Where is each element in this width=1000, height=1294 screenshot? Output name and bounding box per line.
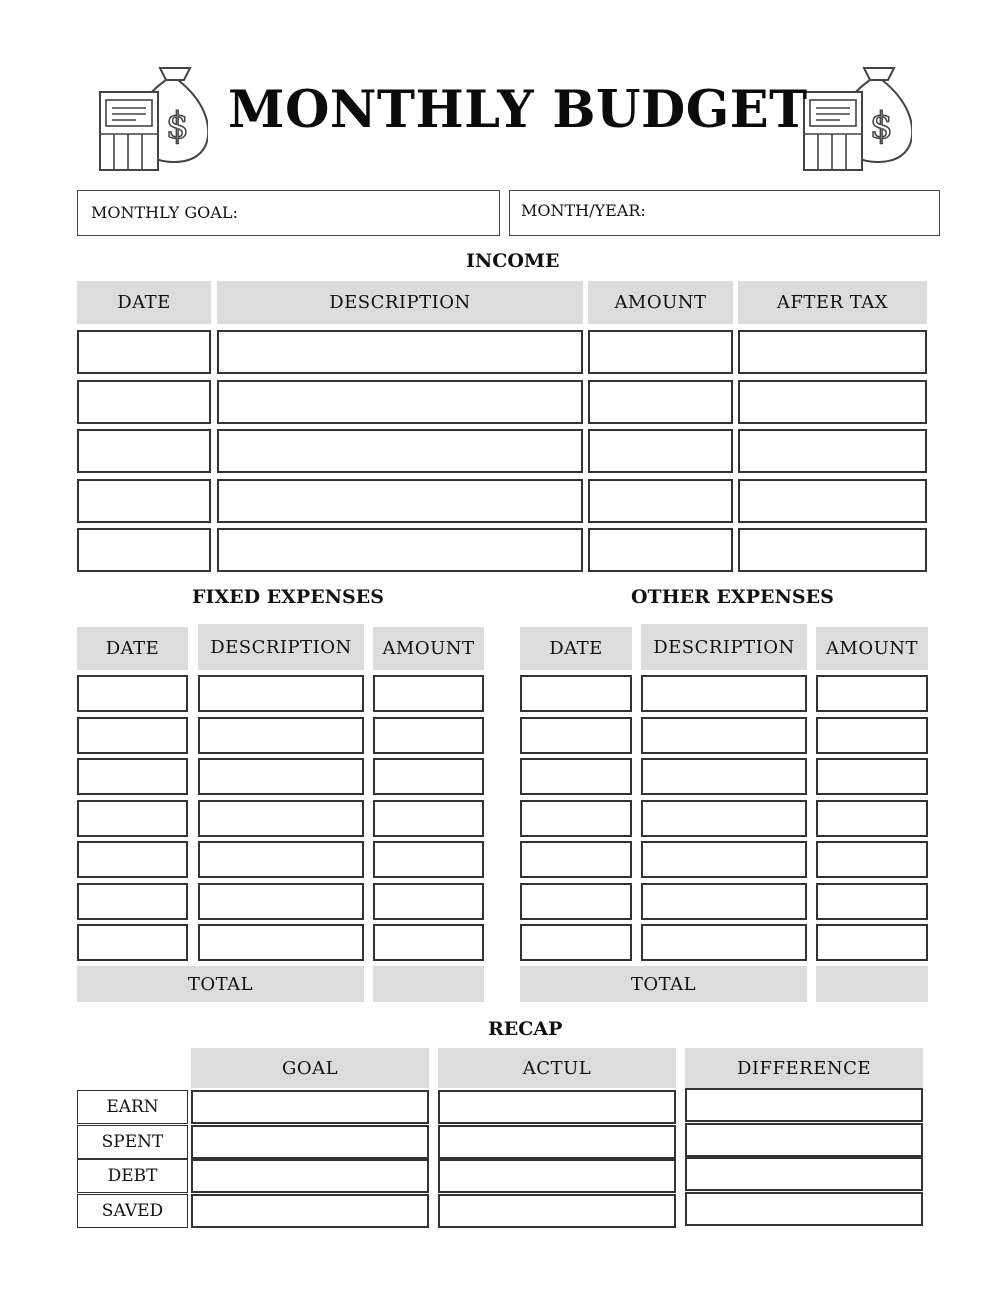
svg-text:$: $ [166, 106, 189, 147]
fixed-cell-date[interactable] [77, 883, 188, 920]
fixed-cell-date[interactable] [77, 841, 188, 878]
fixed-cell-amount[interactable] [373, 800, 484, 837]
recap-cell-actual[interactable] [438, 1159, 676, 1193]
income-cell-description[interactable] [217, 330, 583, 374]
page-title: MONTHLY BUDGET [228, 80, 808, 140]
money-bag-receipt-icon [800, 64, 912, 174]
other-cell-date[interactable] [520, 800, 632, 837]
fixed-cell-description[interactable] [198, 758, 364, 795]
recap-cell-goal[interactable] [191, 1159, 429, 1193]
fixed-cell-description[interactable] [198, 717, 364, 754]
recap-row-label: DEBT [77, 1159, 188, 1193]
income-cell-date[interactable] [77, 429, 211, 473]
recap-row-label: SPENT [77, 1125, 188, 1159]
other-cell-amount[interactable] [816, 841, 928, 878]
income-header-description: DESCRIPTION [217, 281, 583, 324]
fixed-cell-date[interactable] [77, 800, 188, 837]
income-title: INCOME [466, 250, 560, 272]
other-header-date: DATE [520, 627, 632, 670]
fixed-header-description: DESCRIPTION [198, 624, 364, 670]
other-cell-date[interactable] [520, 841, 632, 878]
fixed-cell-description[interactable] [198, 800, 364, 837]
other-total-value[interactable] [816, 966, 928, 1002]
income-cell-amount[interactable] [588, 528, 733, 572]
other-header-description: DESCRIPTION [641, 624, 807, 670]
recap-row-label: SAVED [77, 1194, 188, 1228]
other-cell-description[interactable] [641, 883, 807, 920]
income-cell-description[interactable] [217, 429, 583, 473]
month-year-label: MONTH/YEAR: [521, 201, 646, 220]
fixed-cell-date[interactable] [77, 758, 188, 795]
fixed-header-date: DATE [77, 627, 188, 670]
recap-cell-actual[interactable] [438, 1125, 676, 1159]
other-cell-date[interactable] [520, 675, 632, 712]
other-cell-date[interactable] [520, 883, 632, 920]
recap-cell-difference[interactable] [685, 1088, 923, 1122]
fixed-total-value[interactable] [373, 966, 484, 1002]
fixed-expenses-title: FIXED EXPENSES [192, 586, 384, 608]
other-cell-date[interactable] [520, 924, 632, 961]
other-cell-description[interactable] [641, 675, 807, 712]
income-cell-amount[interactable] [588, 330, 733, 374]
fixed-cell-amount[interactable] [373, 841, 484, 878]
income-cell-date[interactable] [77, 330, 211, 374]
income-cell-date[interactable] [77, 479, 211, 523]
income-cell-after-tax[interactable] [738, 479, 927, 523]
other-cell-date[interactable] [520, 717, 632, 754]
recap-cell-goal[interactable] [191, 1194, 429, 1228]
other-expenses-title: OTHER EXPENSES [631, 586, 834, 608]
income-cell-amount[interactable] [588, 479, 733, 523]
income-cell-date[interactable] [77, 380, 211, 424]
income-cell-after-tax[interactable] [738, 429, 927, 473]
recap-header-actual: ACTUL [438, 1048, 676, 1088]
income-header-date: DATE [77, 281, 211, 324]
fixed-cell-amount[interactable] [373, 758, 484, 795]
fixed-cell-description[interactable] [198, 675, 364, 712]
income-header-amount: AMOUNT [588, 281, 733, 324]
fixed-cell-description[interactable] [198, 841, 364, 878]
fixed-cell-amount[interactable] [373, 675, 484, 712]
other-cell-description[interactable] [641, 924, 807, 961]
income-cell-after-tax[interactable] [738, 528, 927, 572]
income-cell-description[interactable] [217, 479, 583, 523]
other-cell-description[interactable] [641, 717, 807, 754]
other-cell-description[interactable] [641, 841, 807, 878]
income-cell-description[interactable] [217, 380, 583, 424]
recap-header-goal: GOAL [191, 1048, 429, 1088]
recap-cell-difference[interactable] [685, 1192, 923, 1226]
recap-cell-actual[interactable] [438, 1194, 676, 1228]
fixed-cell-date[interactable] [77, 675, 188, 712]
income-cell-date[interactable] [77, 528, 211, 572]
recap-cell-actual[interactable] [438, 1090, 676, 1124]
other-cell-amount[interactable] [816, 675, 928, 712]
other-cell-amount[interactable] [816, 800, 928, 837]
other-cell-description[interactable] [641, 758, 807, 795]
fixed-cell-amount[interactable] [373, 924, 484, 961]
other-total-label: TOTAL [520, 966, 807, 1002]
income-cell-after-tax[interactable] [738, 330, 927, 374]
income-header-after-tax: AFTER TAX [738, 281, 927, 324]
money-bag-receipt-icon [96, 64, 208, 174]
svg-text:$: $ [870, 106, 893, 147]
monthly-goal-label: MONTHLY GOAL: [91, 203, 238, 222]
income-cell-amount[interactable] [588, 429, 733, 473]
recap-row-label: EARN [77, 1090, 188, 1124]
recap-cell-difference[interactable] [685, 1123, 923, 1157]
other-header-amount: AMOUNT [816, 627, 928, 670]
recap-cell-goal[interactable] [191, 1125, 429, 1159]
fixed-cell-description[interactable] [198, 883, 364, 920]
income-cell-after-tax[interactable] [738, 380, 927, 424]
recap-header-difference: DIFFERENCE [685, 1048, 923, 1088]
fixed-header-amount: AMOUNT [373, 627, 484, 670]
other-cell-amount[interactable] [816, 717, 928, 754]
income-cell-description[interactable] [217, 528, 583, 572]
other-cell-date[interactable] [520, 758, 632, 795]
other-cell-description[interactable] [641, 800, 807, 837]
fixed-cell-description[interactable] [198, 924, 364, 961]
income-cell-amount[interactable] [588, 380, 733, 424]
fixed-cell-amount[interactable] [373, 717, 484, 754]
recap-cell-goal[interactable] [191, 1090, 429, 1124]
fixed-cell-date[interactable] [77, 924, 188, 961]
recap-title: RECAP [488, 1018, 563, 1040]
fixed-cell-amount[interactable] [373, 883, 484, 920]
fixed-cell-date[interactable] [77, 717, 188, 754]
other-cell-amount[interactable] [816, 883, 928, 920]
recap-cell-difference[interactable] [685, 1157, 923, 1191]
other-cell-amount[interactable] [816, 758, 928, 795]
fixed-total-label: TOTAL [77, 966, 364, 1002]
other-cell-amount[interactable] [816, 924, 928, 961]
